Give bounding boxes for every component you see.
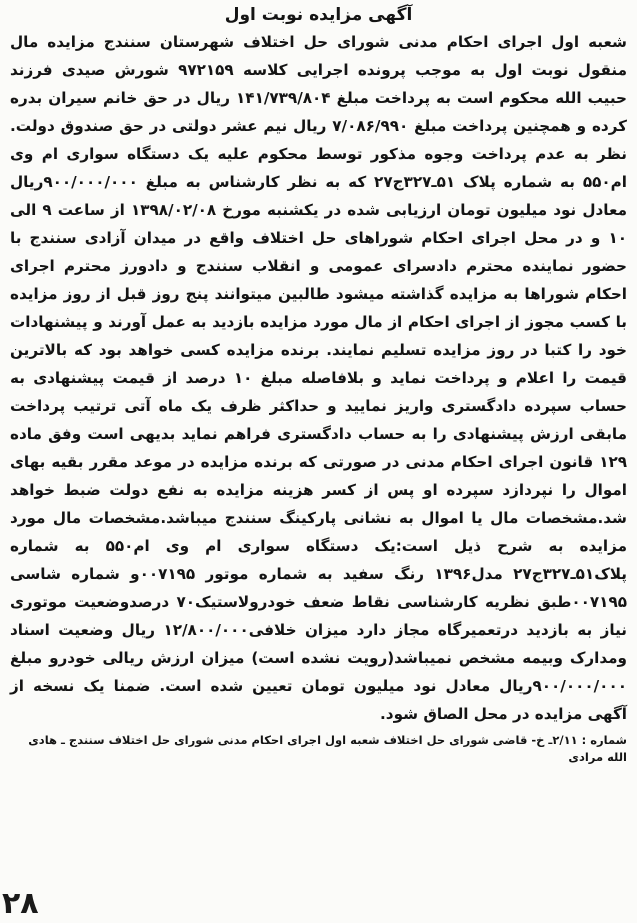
notice-footer: شماره : ۲/۱۱ـ خ- قاضی شورای حل اختلاف شعبه اول اجرای احکام مدنی شورای حل اختلاف سنندج ـ هادی الله مرادی — [28, 733, 627, 764]
notice-title: آگهی مزایده نوبت اول — [224, 5, 413, 25]
notice-body: شعبه اول اجرای احکام مدنی شورای حل اختلاف شهرستان سنندج مزایده مال منقول نوبت اول به موجب پرونده اجرایی کلاسه ۹۷۲۱۵۹ شورش صیدی فرزند حبیب الله محکوم است به پرداخت مبلغ ۱۴۱/۷۳۹/۸۰۴ ریال در حق خانم سیران بدره کرده و همچنین پرداخت مبلغ ۷/۰۸۶/۹۹۰ ریال نیم عشر دولتی در حق صندوق دولت. نظر به عدم پرداخت وجوه مذکور توسط محکوم علیه یک دستگاه سواری ام وی ام۵۵۰ به شماره پلاک ۵۱ـ۳۲۷ج۲۷ که به نظر کارشناس به مبلغ ۹۰۰/۰۰۰/۰۰۰ریال معادل نود میلیون تومان ارزیابی شده در یکشنبه مورخ ۱۳۹۸/۰۲/۰۸ از ساعت ۹ الی ۱۰ و در محل اجرای احکام شوراهای حل اختلاف واقع در میدان آزادی سنندج با حضور نماینده محترم دادسرای عمومی و انقلاب سنندج و دادورز محترم اجرای احکام شوراها به مزایده گذاشته میشود طالبین میتوانند پنج روز قبل از روز مزایده با کسب مجوز از اجرای احکام از مال مورد مزایده بازدید به عمل آورند و پیشنهادات خود را کتبا در روز مزایده تسلیم نمایند. برنده مزایده کسی خواهد بود که بالاترین قیمت را اعلام و پرداخت نماید و بلافاصله مبلغ ۱۰ درصد از قیمت پیشنهادی به حساب سپرده دادگستری واریز نمایید و حداکثر ظرف یک ماه آتی ترتیب پرداخت مابقی ارزش پیشنهادی را به حساب دادگستری فراهم نماید بدیهی است وفق ماده ۱۲۹ قانون اجرای احکام مدنی در صورتی که برنده مزایده در موعد مقرر بقیه بهای اموال را نپردازد سپرده او پس از کسر هزینه مزایده به نفع دولت ضبط خواهد شد.مشخصات مال یا اموال به نشانی پارکینگ سنندج میباشد.مشخصات مال مورد مزایده به شرح ذیل است:یک دستگاه سواری ام وی ام۵۵۰ به شماره پلاک۵۱ـ۳۲۷ج۲۷ مدل۱۳۹۶ رنگ سفید به شماره موتور ۰۰۷۱۹۵و شماره شاسی ۰۰۷۱۹۵طبق نظریه کارشناسی نقاط ضعف خودرولاستیک۷۰ درصدوضعیت موتوری نیاز به بازدید درتعمیرگاه مجاز دارد میزان خلافی۱۲/۸۰۰/۰۰۰ ریال وضعیت اسناد ومدارک وبیمه مشخص نمیباشد(رویت نشده است) میزان ارزش ریالی خودرو مبلغ ۹۰۰/۰۰۰/۰۰۰ریال معادل نود میلیون تومان تعیین شده است. ضمنا یک نسخه از آگهی مزایده در محل الصاق شود. — [10, 33, 628, 723]
auction-notice — [10, 4, 627, 766]
handwritten-corner-mark: ۲۸ — [2, 886, 39, 921]
